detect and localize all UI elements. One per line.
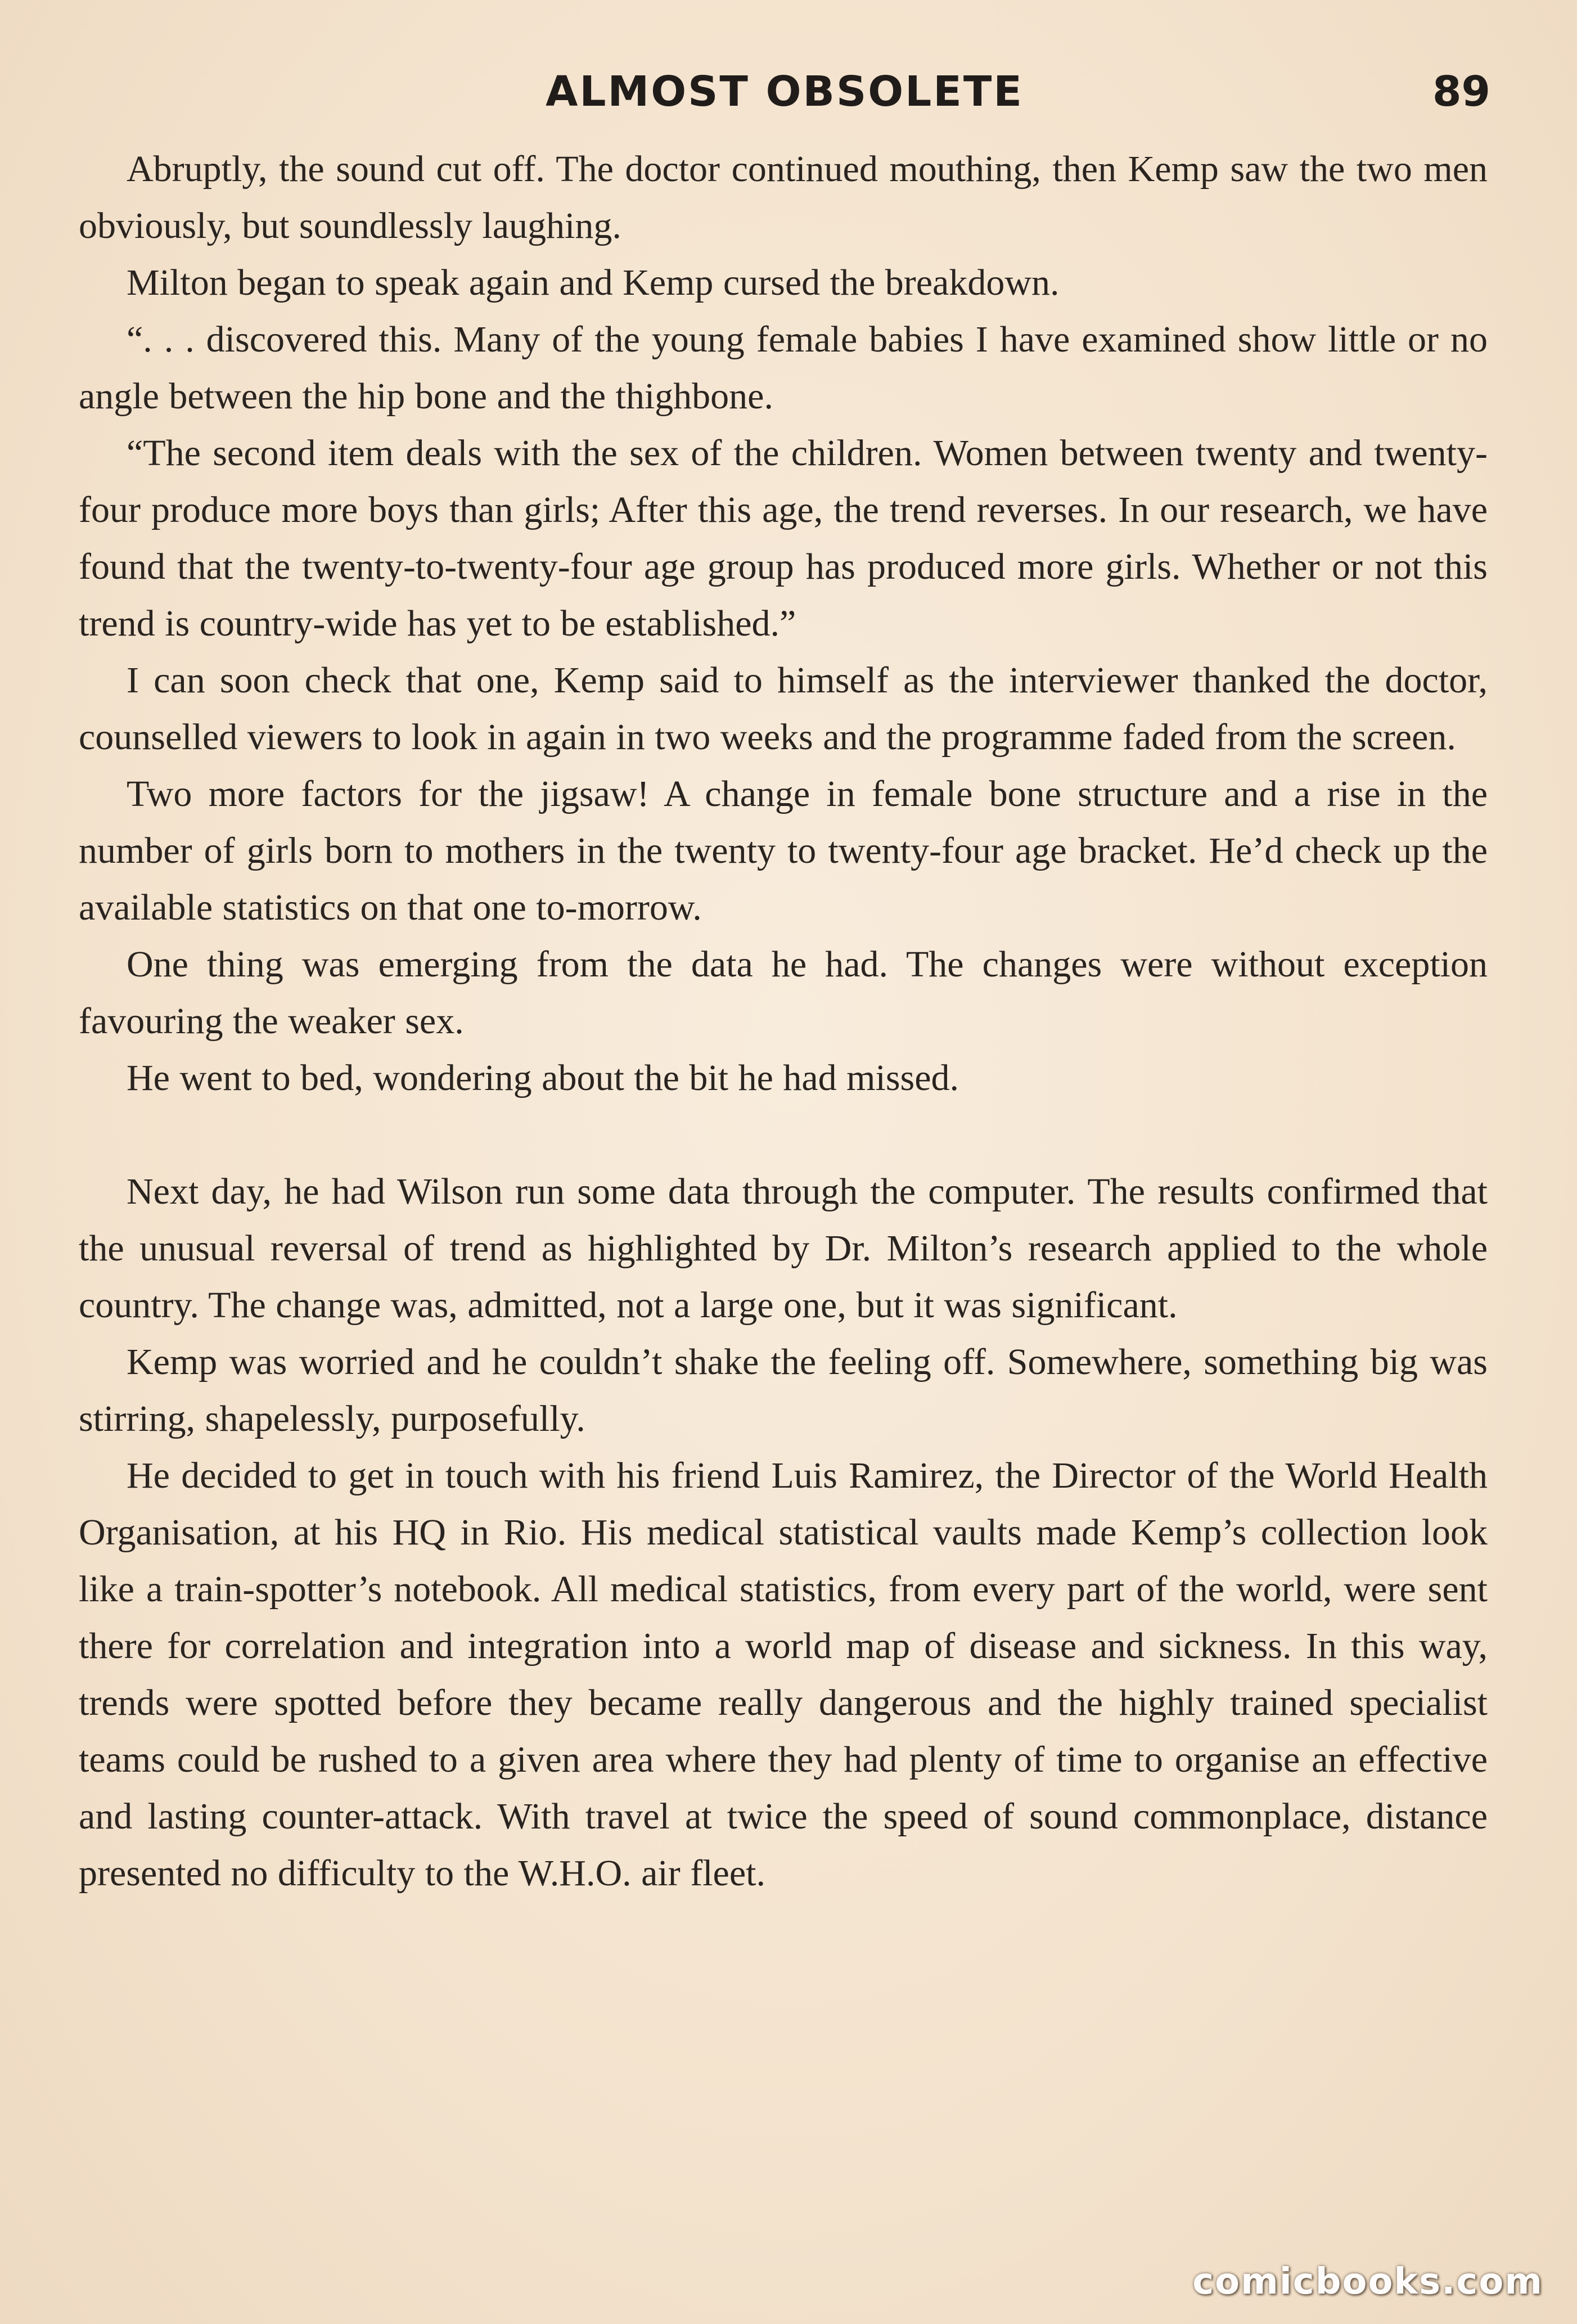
paragraph: I can soon check that one, Kemp said to himself as the interviewer thanked the doctor, counselled viewers to look in again in two weeks and the programme faded from the screen.: [79, 660, 1488, 758]
paragraph: Kemp was worried and he couldn’t shake the feeling off. Somewhere, something big was stirring, shapelessly, purposefully.: [79, 1341, 1488, 1439]
running-header: [79, 67, 1490, 124]
paragraph: “. . . discovered this. Many of the young female babies I have examined show little or no angle between the hip bone and the thighbone.: [79, 319, 1488, 417]
paragraph: Next day, he had Wilson run some data through the computer. The results confirmed that the unusual reversal of trend as highlighted by Dr. Milton’s research applied to the whole country. The change was, admitted, not a large one, but it was significant.: [79, 1171, 1488, 1326]
watermark-logo: comicbooks.com: [1192, 2261, 1543, 2303]
paragraph: Two more factors for the jigsaw! A change in female bone structure and a rise in the number of girls born to mothers in the twenty to twenty-four age bracket. He’d check up the available statistics on that one to-morrow.: [79, 773, 1488, 928]
paragraph: “The second item deals with the sex of the children. Women between twenty and twenty-four produce more boys than girls; After this age, the trend reverses. In our research, we have found that the twenty-to-twenty-four age group has produced more girls. Whether or not this trend is country-wide has yet to be established.”: [79, 433, 1488, 644]
paragraph: Milton began to speak again and Kemp cursed the breakdown.: [127, 262, 1060, 303]
page-number: 89: [1432, 67, 1490, 116]
paragraph: He went to bed, wondering about the bit he had missed.: [127, 1057, 959, 1098]
paragraph: Abruptly, the sound cut off. The doctor continued mouthing, then Kemp saw the two men obviously, but soundlessly laughing.: [79, 148, 1488, 246]
running-title: ALMOST OBSOLETE: [546, 67, 1024, 116]
paragraph: He decided to get in touch with his friend Luis Ramirez, the Director of the World Health Organisation, at his HQ in Rio. His medical statistical vaults made Kemp’s collection look like a train-spotter’s notebook. All medical statistics, from every part of the world, were sent there for correlation and integration into a world map of disease and sickness. In this way, trends were spotted before they became really dangerous and the highly trained specialist teams could be rushed to a given area where they had plenty of time to organise an effective and lasting counter-attack. With travel at twice the speed of sound commonplace, distance presented no difficulty to the W.H.O. air fleet.: [79, 1455, 1488, 1894]
body-text: [79, 141, 1488, 1902]
paragraph: One thing was emerging from the data he had. The changes were without exception favouring the weaker sex.: [79, 944, 1488, 1042]
